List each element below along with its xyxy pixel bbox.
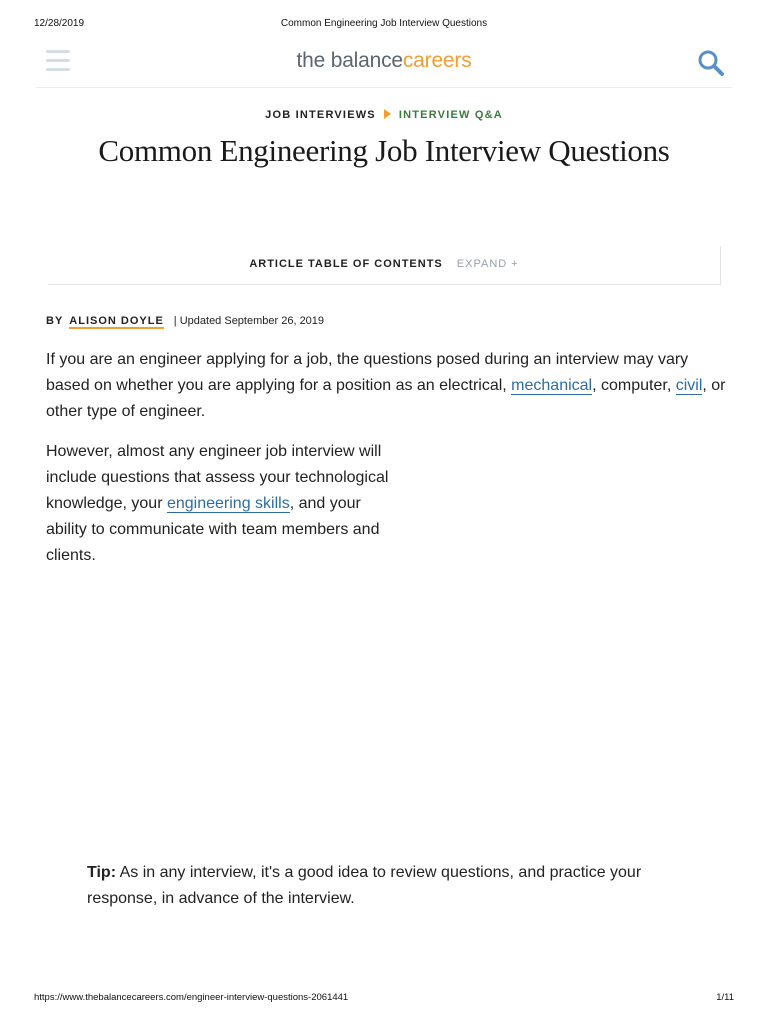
breadcrumb-interview-qa[interactable]: INTERVIEW Q&A [398,109,503,121]
search-icon[interactable] [696,48,726,78]
tip-callout [87,860,687,912]
p1-text-3: , or other type of engineer. [46,377,726,420]
intro-paragraph [46,347,736,425]
byline-by: BY [46,315,64,327]
engineering-skills-link[interactable]: engineering skills [166,495,290,512]
toc-expand-button[interactable]: EXPAND + [456,258,519,270]
header-divider [36,87,732,88]
p2-text-1: However, almost any engineer job interview will include questions that assess your technological knowledge, your [46,443,389,512]
p1-text-2: , computer, [592,377,676,394]
logo-prefix: the balance [296,49,403,72]
print-url: https://www.thebalancecareers.com/engineer-interview-questions-2061441 [34,992,349,1003]
print-page-number: 1/11 [716,992,734,1003]
p1-text-1: If you are an engineer applying for a job, the questions posed during an interview may vary based on whether you are applying for a position as an electrical, [46,351,689,394]
toc-label: ARTICLE TABLE OF CONTENTS [249,258,443,270]
updated-date: | Updated September 26, 2019 [173,315,325,327]
breadcrumb-job-interviews[interactable]: JOB INTERVIEWS [265,109,376,121]
byline [46,315,324,327]
author-link[interactable]: ALISON DOYLE [69,315,164,327]
logo-brand: careers [402,49,472,72]
breadcrumb-arrow-icon [384,109,391,119]
table-of-contents[interactable] [48,246,721,285]
second-paragraph [46,439,406,569]
civil-link[interactable]: civil [675,377,703,394]
print-date: 12/28/2019 [34,18,85,29]
breadcrumb [0,109,768,121]
print-title: Common Engineering Job Interview Questions [280,18,488,29]
p2-text-2: , and your ability to communicate with team members and clients. [46,495,380,564]
tip-text: As in any interview, it's a good idea to review questions, and practice your response, in advance of the interview. [87,864,642,907]
page-title: Common Engineering Job Interview Questions [98,133,670,168]
mechanical-link[interactable]: mechanical [511,377,593,394]
site-logo[interactable] [0,49,768,73]
tip-label: Tip: [87,864,117,881]
